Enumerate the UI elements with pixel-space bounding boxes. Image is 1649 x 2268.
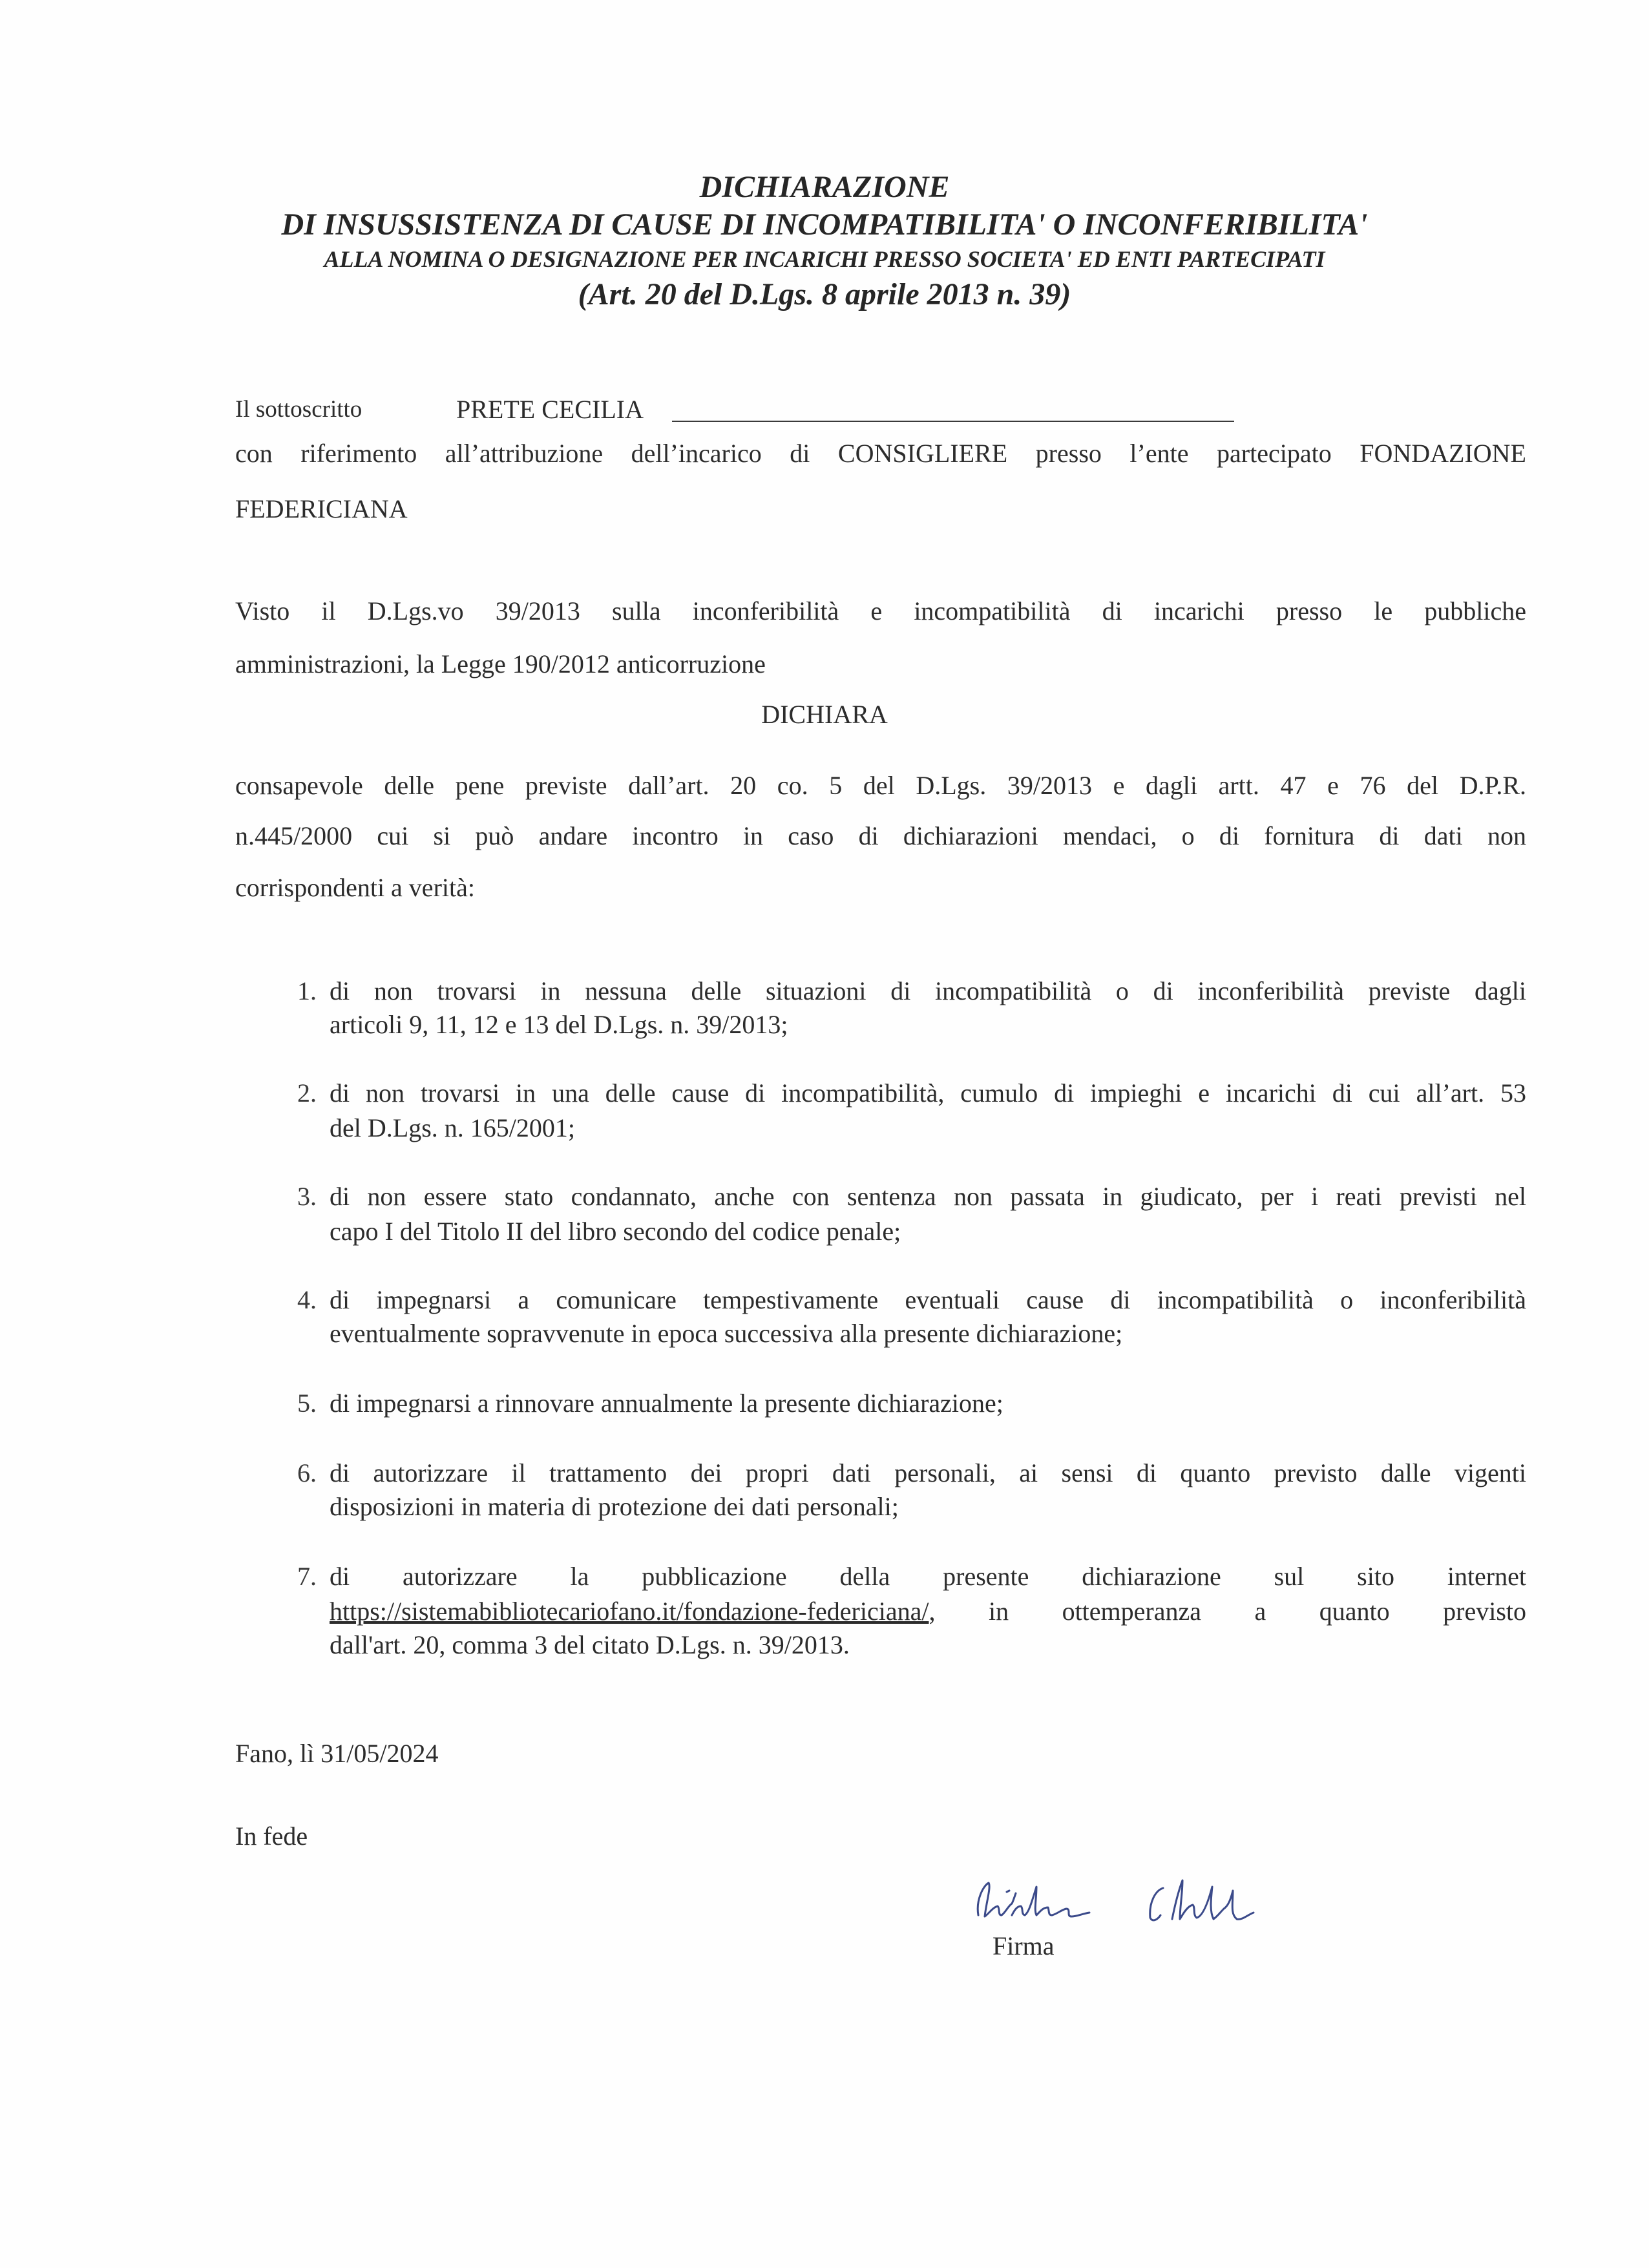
reference-line-1: con riferimento all’attribuzione dell’incarico di CONSIGLIERE presso l’ente partecipato FONDAZIONE xyxy=(235,439,1526,468)
signature-caption: Firma xyxy=(993,1931,1055,1960)
title-insussistenza: DI INSUSSISTENZA DI CAUSE DI INCOMPATIBILITA' O INCONFERIBILITA' xyxy=(281,207,1368,242)
title-nomina: ALLA NOMINA O DESIGNAZIONE PER INCARICHI PRESSO SOCIETA' ED ENTI PARTECIPATI xyxy=(324,246,1325,272)
item-number: 7. xyxy=(297,1562,317,1591)
item-text-line: di non trovarsi in nessuna delle situazioni di incompatibilità o di inconferibilità previste dagli xyxy=(330,976,1526,1005)
dichiara-heading: DICHIARA xyxy=(761,700,888,729)
item-text-line: di non trovarsi in una delle cause di incompatibilità, cumulo di impieghi e incarichi di cui all’art. 53 xyxy=(330,1078,1526,1108)
item-text-line: dall'art. 20, comma 3 del citato D.Lgs. n. 39/2013. xyxy=(330,1630,850,1659)
item-text-line: di autorizzare il trattamento dei propri dati personali, ai sensi di quanto previsto dalle vigenti xyxy=(330,1458,1526,1487)
item-text-line: del D.Lgs. n. 165/2001; xyxy=(330,1113,575,1142)
item-number: 6. xyxy=(297,1458,317,1487)
consapevole-line-3: corrispondenti a verità: xyxy=(235,873,475,902)
item-text-fragment: , in ottemperanza a quanto previsto xyxy=(929,1597,1526,1626)
handwritten-signature-icon xyxy=(969,1861,1279,1938)
visto-line-1: Visto il D.Lgs.vo 39/2013 sulla inconferibilità e incompatibilità di incarichi presso le pubbliche xyxy=(235,596,1526,625)
consapevole-line-2: n.445/2000 cui si può andare incontro in caso di dichiarazioni mendaci, o di fornitura di dati non xyxy=(235,821,1526,850)
item-text-line: eventualmente sopravvenute in epoca successiva alla presente dichiarazione; xyxy=(330,1319,1123,1348)
in-fede: In fede xyxy=(235,1822,308,1851)
item-text-line: di impegnarsi a rinnovare annualmente la presente dichiarazione; xyxy=(330,1389,1003,1418)
title-dichiarazione: DICHIARAZIONE xyxy=(699,170,950,204)
item-number: 5. xyxy=(297,1389,317,1418)
website-link[interactable]: https://sistemabibliotecariofano.it/fondazione-federiciana/ xyxy=(330,1597,929,1626)
consapevole-line-1: consapevole delle pene previste dall’art. 20 co. 5 del D.Lgs. 39/2013 e dagli artt. 47 e 76 del D.P.R. xyxy=(235,771,1526,800)
item-text-line: capo I del Titolo II del libro secondo del codice penale; xyxy=(330,1217,901,1246)
name-fill-line xyxy=(672,421,1234,422)
item-text-line: di autorizzare la pubblicazione della presente dichiarazione sul sito internet xyxy=(330,1562,1526,1591)
item-text-line: di non essere stato condannato, anche con sentenza non passata in giudicato, per i reati previsti nel xyxy=(330,1182,1526,1211)
item-number: 3. xyxy=(297,1182,317,1211)
reference-line-2: FEDERICIANA xyxy=(235,494,408,523)
item-text-line: articoli 9, 11, 12 e 13 del D.Lgs. n. 39/2013; xyxy=(330,1010,788,1039)
visto-line-2: amministrazioni, la Legge 190/2012 anticorruzione xyxy=(235,649,766,678)
item-number: 4. xyxy=(297,1285,317,1314)
declarant-name: PRETE CECILIA xyxy=(456,395,644,424)
place-date: Fano, lì 31/05/2024 xyxy=(235,1739,439,1768)
item-number: 2. xyxy=(297,1078,317,1108)
item-text-line: disposizioni in materia di protezione dei dati personali; xyxy=(330,1492,899,1521)
item-number: 1. xyxy=(297,976,317,1005)
declarant-label: Il sottoscritto xyxy=(235,396,362,423)
title-law-reference: (Art. 20 del D.Lgs. 8 aprile 2013 n. 39) xyxy=(578,277,1071,311)
item-text-line-with-url xyxy=(330,1596,1526,1627)
item-text-line: di impegnarsi a comunicare tempestivamente eventuali cause di incompatibilità o inconferibilità xyxy=(330,1285,1526,1314)
